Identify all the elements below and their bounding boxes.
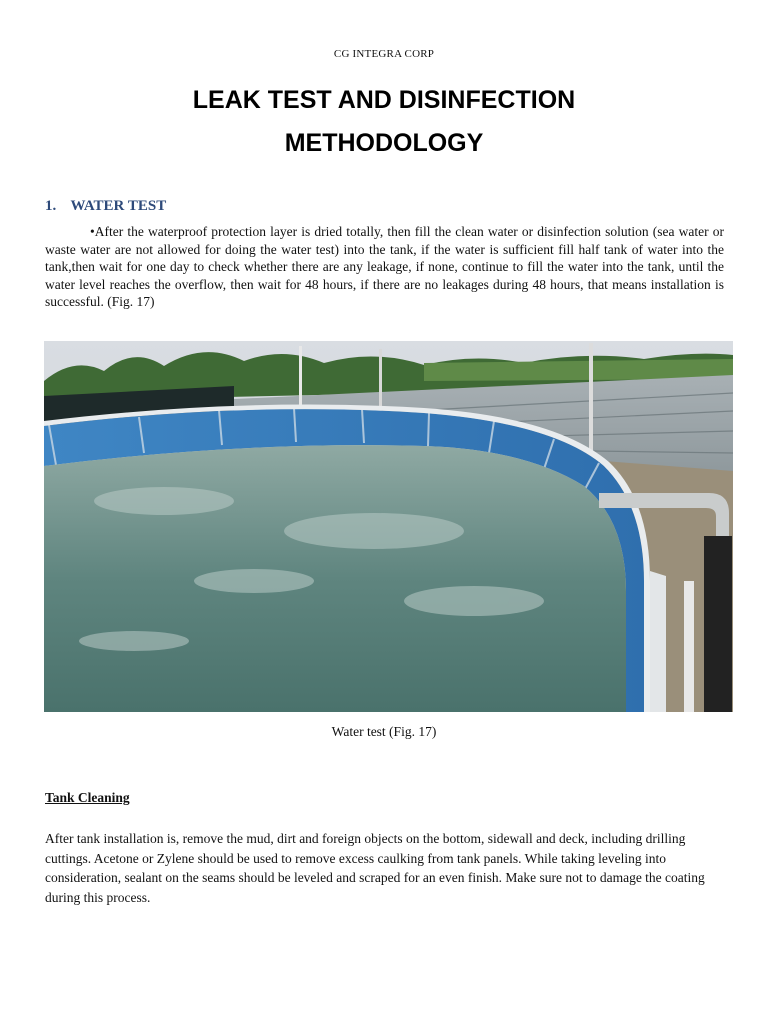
tank-cleaning-paragraph: After tank installation is, remove the mud, dirt and foreign objects on the bottom, sidewall and deck, including drilling cuttings. Acetone or Zylene should be used to remove excess caulking from tank panels. While taking leveling into consideration, sealant on the seams should be leveled and scraped for an even finish. Make sure not to damage the coating during this process. (45, 831, 705, 905)
section-heading-water-test (45, 198, 166, 215)
water-test-paragraph (45, 223, 724, 311)
document-title-line-2: METHODOLOGY (284, 129, 484, 157)
page-header: CG INTEGRA CORP (333, 48, 435, 60)
tank-cleaning-heading: Tank Cleaning (45, 790, 130, 805)
figure-caption: Water test (Fig. 17) (331, 724, 437, 739)
water-tank-photo (44, 341, 733, 712)
bullet: • (90, 224, 95, 239)
section-number: 1. (45, 198, 57, 214)
water-test-text: After the waterproof protection layer is dried totally, then fill the clean water or disinfection solution (sea water or waste water are not allowed for doing the water test) into the tank, if the water is sufficient fill half tank of water into the tank,then wait for one day to check whether there are any leakage, if none, continue to fill the water into the tank, until the water level reaches the overflow, then wait for 48 hours, if there are no leakages during 48 hours, that means installation is successful. (Fig. 17) (45, 224, 724, 310)
section-title: WATER TEST (70, 198, 167, 214)
document-title-line-1: LEAK TEST AND DISINFECTION (192, 86, 576, 114)
